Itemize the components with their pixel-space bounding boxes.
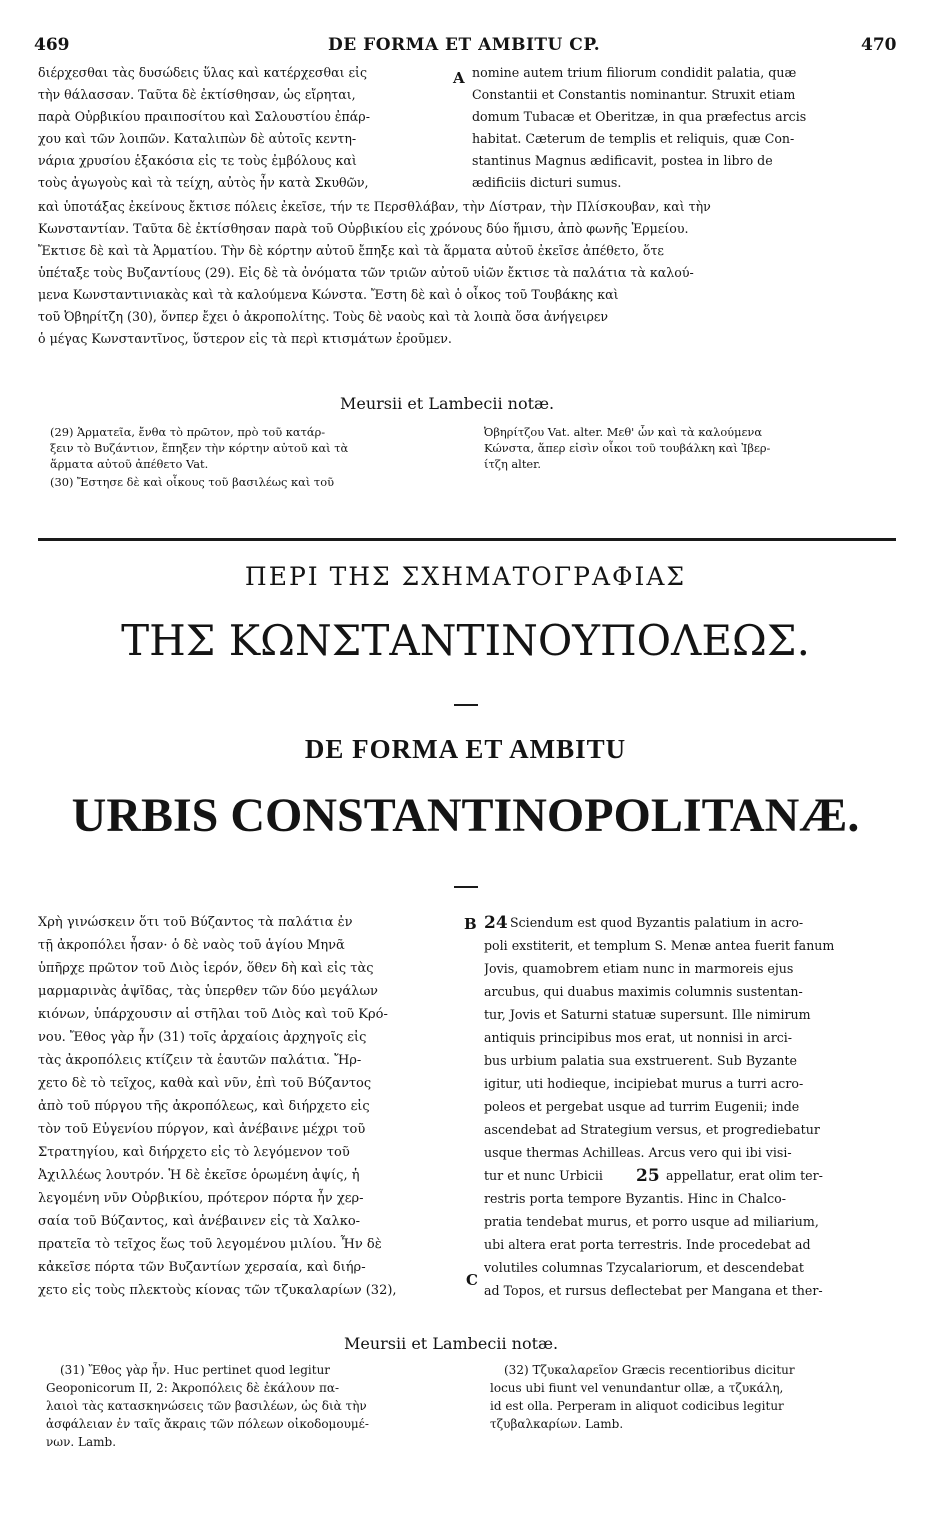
margin-marker-a: A <box>453 69 465 87</box>
note-line: Ὀβηρίτζου Vat. alter. Μεθ' ὧν καὶ τὰ καλούμενα <box>484 425 763 439</box>
text-line: nomine autem trium filiorum condidit palatia, quæ <box>472 65 797 80</box>
text-line: τὰς ἀκροπόλεις κτίζειν τὰ ἑαυτῶν παλάτια. Ἤρ- <box>38 1053 362 1068</box>
margin-marker-c: C <box>466 1271 478 1289</box>
text-line: tur et nunc Urbicii <box>484 1168 603 1183</box>
text-line: κἀκεῖσε πόρτα τῶν Βυζαντίων χερσαία, καὶ διήρ- <box>38 1260 366 1275</box>
notes-title: Meursii et Lambecii notæ. <box>344 1334 559 1353</box>
greek-title-line-2: ΤΗΣ ΚΩΝΣΤΑΝΤΙΝΟΥΠΟΛΕΩΣ. <box>121 616 810 665</box>
text-line: ubi altera erat porta terrestris. Inde procedebat ad <box>484 1237 811 1252</box>
page-number-left: 469 <box>34 35 70 55</box>
text-line: antiquis principibus mos erat, ut nonnisi in arci- <box>484 1030 793 1045</box>
note-line: id est olla. Perperam in aliquot codicibus legitur <box>490 1399 784 1413</box>
note-line: ἀσφάλειαν ἐν ταῖς ἄκραις τῶν πόλεων οἰκοδομουμέ- <box>46 1417 369 1431</box>
text-line: τοὺς ἀγωγοὺς καὶ τὰ τείχη, αὐτὸς ἦν κατὰ Σκυθῶν, <box>38 175 369 190</box>
page-number-right: 470 <box>861 35 897 55</box>
short-rule <box>454 886 478 888</box>
text-line: bus urbium palatia sua exstruerent. Sub Byzante <box>484 1053 797 1068</box>
text-line: tur, Jovis et Saturni statuæ supersunt. Ille nimirum <box>484 1007 811 1022</box>
text-line: μαρμαρινὰς ἀψῖδας, τὰς ὑπερθεν τῶν δύο μεγάλων <box>38 984 378 999</box>
text-line: Στρατηγίου, καὶ διήρχετο εἰς τὸ λεγόμενον τοῦ <box>38 1145 350 1160</box>
text-line: poli exstiterit, et templum S. Menæ antea fuerit fanum <box>484 938 835 953</box>
text-line: χου καὶ τῶν λοιπῶν. Καταλιπὼν δὲ αὐτοῖς κεντη- <box>38 131 357 146</box>
page-number-25: 25 <box>636 1166 660 1186</box>
note-line: (32) Τζυκαλαρεῖον Græcis recentioribus dicitur <box>504 1363 795 1377</box>
text-line: τῇ ἀκροπόλει ἦσαν· ὁ δὲ ναὸς τοῦ ἁγίου Μηνᾶ <box>38 938 345 953</box>
note-line: Κώνστα, ἅπερ εἰσὶν οἶκοι τοῦ τουβάλκη καὶ Ἰβερ- <box>484 441 771 455</box>
text-line: σαία τοῦ Βύζαντος, καὶ ἀνέβαινεν εἰς τὰ Χαλκο- <box>38 1214 361 1229</box>
latin-title-line-2: URBIS CONSTANTINOPOLITANÆ. <box>71 789 860 842</box>
text-line: χετο εἰς τοὺς πλεκτοὺς κίονας τῶν τζυκαλαρίων (32), <box>38 1283 397 1298</box>
note-line: locus ubi fiunt vel venundantur ollæ, a τζυκάλη, <box>490 1381 784 1395</box>
section-divider <box>38 538 896 541</box>
notes-title: Meursii et Lambecii notæ. <box>340 394 555 413</box>
page-number-24: 24 <box>484 913 508 933</box>
note-line: ἅρματα αὐτοῦ ἀπέθετο Vat. <box>50 457 209 471</box>
text-line: restris porta tempore Byzantis. Hinc in Chalco- <box>484 1191 786 1206</box>
text-line: igitur, uti hodieque, incipiebat murus a turri acro- <box>484 1076 804 1091</box>
text-line: ædificiis dicturi sumus. <box>472 175 622 190</box>
text-line: Sciendum est quod Byzantis palatium in acro- <box>510 915 804 930</box>
text-line: Jovis, quamobrem etiam nunc in marmoreis ejus <box>484 961 794 976</box>
text-line: Ἀχιλλέως λουτρόν. Ἡ δὲ ἐκεῖσε ὁρωμένη ἀψίς, ἡ <box>38 1168 360 1183</box>
text-line: χετο δὲ τὸ τεῖχος, καθὰ καὶ νῦν, ἐπὶ τοῦ Βύζαντος <box>38 1076 372 1091</box>
note-line: (29) Ἁρματεῖα, ἔνθα τὸ πρῶτον, πρὸ τοῦ κατάρ- <box>50 425 326 439</box>
text-line: habitat. Cæterum de templis et reliquis, quæ Con- <box>472 131 795 146</box>
text-line: volutiles columnas Tzycalariorum, et descendebat <box>484 1260 804 1275</box>
running-title: DE FORMA ET AMBITU CP. <box>328 35 601 55</box>
text-line: poleos et pergebat usque ad turrim Eugenii; inde <box>484 1099 800 1114</box>
greek-title-line-1: ΠΕΡΙ ΤΗΣ ΣΧΗΜΑΤΟΓΡΑΦΙΑΣ <box>244 562 687 591</box>
text-line: ὑπῆρχε πρῶτον τοῦ Διὸς ἱερόν, ὅθεν δὴ καὶ εἰς τὰς <box>38 961 374 976</box>
text-line: pratia tendebat murus, et porro usque ad miliarium, <box>484 1214 819 1229</box>
text-line: Constantii et Constantis nominantur. Struxit etiam <box>472 87 796 102</box>
text-line: ἀπὸ τοῦ πύργου τῆς ἀκροπόλεως, καὶ διήρχετο εἰς <box>38 1099 370 1114</box>
text-line: domum Tubacæ et Oberitzæ, in qua præfectus arcis <box>472 109 807 124</box>
note-line: νων. Lamb. <box>46 1435 117 1449</box>
note-line: ίτζη alter. <box>484 457 541 471</box>
margin-marker-b: B <box>464 915 477 933</box>
text-line: μενα Κωνσταντινιακὰς καὶ τὰ καλούμενα Κώνστα. Ἔστη δὲ καὶ ὁ οἶκος τοῦ Τουβάκης καὶ <box>38 287 619 302</box>
text-line: ad Topos, et rursus deflectebat per Mangana et ther- <box>484 1283 823 1298</box>
text-line: κιόνων, ὑπάρχουσιν αἱ στῆλαι τοῦ Διὸς καὶ τοῦ Κρό- <box>38 1007 388 1022</box>
note-line: λαιοὶ τὰς κατασκηνώσεις τῶν βασιλέων, ὡς διὰ τὴν <box>46 1399 367 1413</box>
text-line: Ἔκτισε δὲ καὶ τὰ Ἁρματίου. Τὴν δὲ κόρτην αὐτοῦ ἔπηξε καὶ τὰ ἅρματα αὐτοῦ ἐκεῖσε ἀπέθετο, ὅτε <box>38 243 664 258</box>
text-line: τὸν τοῦ Εὐγενίου πύργον, καὶ ἀνέβαινε μέχρι τοῦ <box>38 1122 366 1137</box>
text-line: νάρια χρυσίου ἑξακόσια εἰς τε τοὺς ἐμβόλους καὶ <box>38 153 357 168</box>
text-line: λεγομένη νῦν Οὐρβικίου, πρότερον πόρτα ἦν χερ- <box>38 1191 364 1206</box>
text-line: ὑπέταξε τοὺς Βυζαντίους (29). Εἰς δὲ τὰ ὀνόματα τῶν τριῶν αὐτοῦ υἱῶν ἔκτισε τὰ παλάτια τὰ καλού- <box>38 265 694 280</box>
text-line: usque thermas Achilleas. Arcus vero qui ibi visi- <box>484 1145 792 1160</box>
text-line: νου. Ἔθος γὰρ ἦν (31) τοῖς ἀρχαίοις ἀρχηγοῖς εἰς <box>38 1030 367 1045</box>
text-line: Κωνσταντίαν. Ταῦτα δὲ ἐκτίσθησαν παρὰ τοῦ Οὐρβικίου εἰς χρόνους δύο ἥμισυ, ἀπὸ φωνῆς Ἑρμείου. <box>38 221 689 236</box>
short-rule <box>454 704 478 706</box>
text-line: stantinus Magnus ædificavit, postea in libro de <box>472 153 773 168</box>
note-line: τζυβαλκαρίων. Lamb. <box>490 1417 624 1431</box>
note-line: (30) Ἔστησε δὲ καὶ οἶκους τοῦ βασιλέως καὶ τοῦ <box>50 475 335 489</box>
text-line: διέρχεσθαι τὰς δυσώδεις ὕλας καὶ κατέρχεσθαι εἰς <box>38 65 368 80</box>
text-line: appellatur, erat olim ter- <box>666 1168 823 1183</box>
text-line: παρὰ Οὐρβικίου πραιποσίτου καὶ Σαλουστίου ἐπάρ- <box>38 109 370 124</box>
text-line: πρατεῖα τὸ τεῖχος ἕως τοῦ λεγομένου μιλίου. Ἦν δὲ <box>38 1237 382 1252</box>
text-line: ascendebat ad Strategium versus, et progrediebatur <box>484 1122 820 1137</box>
text-line: arcubus, qui duabus maximis columnis sustentan- <box>484 984 803 999</box>
text-line: τὴν θάλασσαν. Ταῦτα δὲ ἐκτίσθησαν, ὡς εἴρηται, <box>38 87 356 102</box>
text-line: καὶ ὑποτάξας ἐκείνους ἔκτισε πόλεις ἐκεῖσε, τήν τε Περσθλάβαν, τὴν Δίστραν, τὴν Πλίσκουβαν, καὶ τὴν <box>38 199 711 214</box>
text-line: Χρὴ γινώσκειν ὅτι τοῦ Βύζαντος τὰ παλάτια ἐν <box>38 915 353 930</box>
note-line: Geoponicorum II, 2: Ἀκροπόλεις δὲ ἐκάλουν πα- <box>46 1381 340 1395</box>
text-line: τοῦ Ὀβηρίτζη (30), ὅνπερ ἔχει ὁ ἀκροπολίτης. Τοὺς δὲ ναοὺς καὶ τὰ λοιπὰ ὅσα ἀνήγειρεν <box>38 309 609 324</box>
latin-title-line-1: DE FORMA ET AMBITU <box>304 734 627 764</box>
text-line: ὁ μέγας Κωνσταντῖνος, ὕστερον εἰς τὰ περὶ κτισμάτων ἐροῦμεν. <box>38 331 452 346</box>
note-line: ξειν τὸ Βυζάντιον, ἔπηξεν τὴν κόρτην αὐτοῦ καὶ τὰ <box>50 441 349 455</box>
note-line: (31) Ἔθος γὰρ ἦν. Huc pertinet quod legitur <box>60 1363 331 1377</box>
